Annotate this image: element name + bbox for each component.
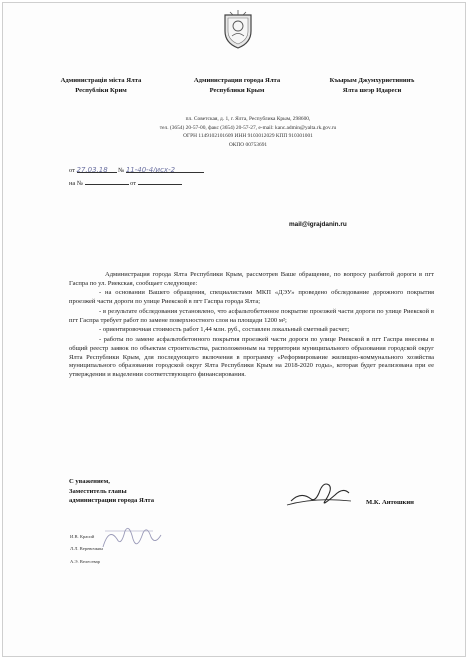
- visa-entry: Л.Л. Веревочкин: [70, 546, 103, 552]
- header-line: Администрація міста Ялта: [60, 77, 142, 84]
- visa-list: [70, 531, 103, 568]
- header-line: Ялта шеэр Идареси: [342, 87, 402, 94]
- to-label: на №: [69, 180, 83, 187]
- visa-entry: А.Э. Велесевар: [70, 558, 100, 564]
- body-paragraph: - на основании Вашего обращения, специалистами МКП «ДЭУ» проведено обследование дорожного покрытия проезжей части дороги по улице Риекской в пгт Гаспра города Ялта;: [69, 289, 434, 306]
- addressee-email: mail@igrajdanin.ru: [289, 221, 347, 228]
- header-line: Администрация города Ялта: [193, 77, 281, 84]
- handwritten-number: 11-40-4/исх-2: [125, 166, 176, 174]
- handwritten-date: 27.03.18: [76, 166, 108, 174]
- header-crimean-tatar: [313, 76, 431, 96]
- from-label: от: [69, 167, 75, 174]
- visa-signature: [95, 517, 165, 561]
- body-paragraph: - работы по замене асфальтобетонного покрытия проезжей части дороги по улице Риекской в пгт Гаспра внесены в общий реестр заявок по объектам строительства, расположенным на территории муниципального образования городской округ Ялта Республики Крым, для последующего включения в программу «Реформирование жилищно-коммунального хозяйства муниципального образования городской округ Ялта Республики Крым на 2018-2020 годы», которая будет реализована при ее утверждении и выделении соответствующего финансирования.: [69, 335, 434, 379]
- contact-line: пл. Советская, д. 1, г. Ялта, Республика Крым, 298600,: [185, 116, 311, 122]
- header-line: Республики Крым: [209, 87, 265, 94]
- contact-line: ОКПО 00753691: [228, 141, 268, 148]
- signoff-line: Заместитель главы: [69, 487, 127, 495]
- outgoing-registration: [69, 166, 204, 174]
- signoff-line: С уважением,: [69, 478, 110, 485]
- coat-of-arms-emblem: [221, 9, 255, 49]
- letter-body: [69, 271, 434, 380]
- signoff-block: [69, 477, 154, 506]
- number-label: №: [118, 167, 125, 174]
- contact-line: ОГРН 1149102101609 ИНН 9103012029 КПП 910301001: [183, 133, 313, 139]
- signoff-line: администрации города Ялта: [69, 497, 155, 505]
- to-from-label: от: [130, 180, 137, 187]
- body-paragraph: Администрация города Ялта Республики Крым, рассмотрев Ваше обращение, по вопросу разбитой дороги в пгт Гаспра по ул. Риекская, сообщает следующее:: [69, 271, 434, 287]
- body-paragraph: - в результате обследования установлено, что асфальтобетонное покрытие проезжей части дороги по улице Риекской в пгт Гаспра требует работ по замене поверхностного слоя на площади 1200 м²;: [69, 307, 434, 324]
- header-ukrainian: [45, 76, 157, 96]
- signatory-name: М.К. Антошкин: [366, 499, 414, 506]
- incoming-reference: [69, 178, 182, 187]
- body-paragraph: - ориентировочная стоимость работ 1,44 млн. руб., составлен локальный сметный расчет;: [99, 326, 350, 334]
- handwritten-signature: [285, 471, 355, 515]
- contact-line: тел. (3654) 20-57-00, факс (3654) 20-57-27, e-mail: kanc.admin@yalta.rk.gov.ru: [159, 124, 337, 131]
- header-russian: [181, 76, 293, 96]
- header-line: Къырым Джумхуриетининъ: [329, 77, 415, 84]
- letter-page: [2, 2, 466, 657]
- visa-entry: И.В. Красий: [70, 534, 95, 539]
- header-line: Республіки Крим: [75, 87, 127, 94]
- contact-details: [123, 115, 373, 149]
